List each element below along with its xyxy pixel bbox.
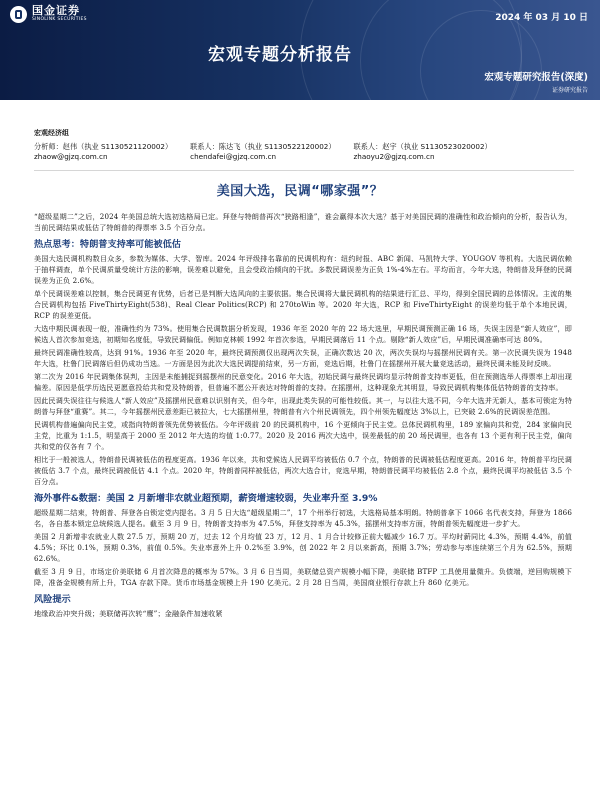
section-heading-risk: 风险提示 — [34, 594, 71, 605]
logo-name-cn: 国金证券 — [32, 4, 80, 17]
body-paragraph: 截至 3 月 9 日，市场定价美联储 6 月首次降息的概率为 57%。3 月 6 日当周，美联储总资产规模小幅下降，美联储 BTFP 工具使用量微升。负债端，逆回购规模下降，准备金规模有所上升，TGA 存款下降。货币市场基金规模上升 190 亿美元。2 月 28 日当周，美国商业银行存款上升 860 亿美元。 — [34, 567, 572, 587]
analyst-email[interactable]: zhaoyu2@gjzq.com.cn — [353, 152, 435, 161]
section-heading-hot-topic: 热点思考：特朗普支持率可能被低估 — [34, 239, 181, 250]
divider — [34, 170, 574, 171]
header-banner — [0, 0, 600, 100]
company-logo — [10, 5, 87, 23]
lead-paragraph: “超级星期二”之后，2024 年美国总统大选初选格局已定。拜登与特朗普再次“狭路相逢”，谁会赢得本次大选？基于对美国民调的准确性和政治倾向的分析，报告认为，当前民调结果或低估了特朗普的得票率 3.5 个百分点。 — [34, 212, 572, 232]
report-date: 2024 年 03 月 10 日 — [495, 13, 588, 23]
analyst-block — [34, 128, 574, 162]
article-headline: 美国大选，民调“哪家强”？ — [216, 184, 384, 199]
body-paragraph: 美国大选民调机构数目众多，参数为媒体、大学、智库。2024 年评级排名靠前的民调机构有：纽约时报、ABC 新闻、马凯特大学、YOUGOV 等机构。大选民调依赖于抽样调查，单个民调质量受统计方法的影响，误差难以避免，且会受政治倾向的干扰。多数民调误差为正负 1%-4%左右。平均而言，今年大选，特朗普及拜登的民调误差为正负 2.6%。 — [34, 254, 572, 285]
analyst-entry — [354, 141, 492, 162]
body-paragraph: 美国 2 月新增非农就业人数 27.5 万，预期 20 万，过去 12 个月均值 23 万，12 月、1 月合计较修正前大幅减少 16.7 万。平均时薪同比 4.3%，预期 4.4%，前值 4.5%；环比 0.1%，预期 0.3%，前值 0.5%。失业率意外上升 0.2%至 3.9%，创 2022 年 2 月以来新高，预期 3.7%；劳动参与率连续第三个月为 62.5%，预期 62.6%。 — [34, 532, 572, 563]
report-type: 宏观专题研究报告(深度) — [484, 72, 588, 83]
analyst-entry — [34, 141, 172, 162]
analyst-email[interactable]: chendafei@gjzq.com.cn — [190, 152, 277, 161]
analyst-email[interactable]: zhaow@gjzq.com.cn — [34, 152, 108, 161]
risk-paragraph: 地缘政治冲突升级；美联储再次转“鹰”；金融条件加速收紧 — [34, 609, 223, 618]
report-body — [34, 211, 572, 621]
report-title: 宏观专题分析报告 — [208, 45, 352, 65]
analyst-name: 分析师：赵伟（执业 S1130521120002） — [34, 142, 173, 151]
logo-name-en: SINOLINK SECURITIES — [32, 17, 87, 22]
body-paragraph: 最终民调准确性较高，达到 91%。1936 年至 2020 年，最终民调预测仅出现两次失误，正确次数达 20 次，两次失误均与摇摆州民调有关。第一次民调失误为 1948 年大选，杜鲁门民调落后但仍成功当选。一方面是因为此次大选民调提前结束，另一方面，竞选后期，杜鲁门在摇摆州开展大量竞选活动，最终民调未能及时反映。 — [34, 348, 572, 368]
analyst-name: 联系人：赵宇（执业 S1130523020002） — [353, 142, 492, 151]
logo-icon — [10, 6, 27, 23]
analyst-group-label: 宏观经济组 — [34, 129, 69, 137]
analyst-name: 联系人：陈达飞（执业 S1130522120002） — [190, 142, 336, 151]
body-paragraph: 大选中期民调表现一般，准确性约为 73%。使用集合民调数据分析发现，1936 年至 2020 年的 22 场大选里，早期民调预测正确 16 场，失误主因是“新人效应”，即候选人首次参加竞选，初期知名度低，导致民调偏低。例如克林顿 1992 年首次参选，早期民调落后 11 个点。剔除“新人效应”后，早期民调准确率可达 80%。 — [34, 324, 572, 344]
body-paragraph: 第二次为 2016 年民调集体误判，主因是未能捕捉到摇摆州的民意变化。2016 年大选，初始民调与最终民调均显示特朗普支持率更低，但在预测选举人得票率上却出现偏差。原因是低学历选民更愿意投给共和党及特朗普，但普遍不愿公开表达对特朗普的支持。在摇摆州，这种现象尤其明显，导致民调机构集体低估特朗普的支持率。 — [34, 372, 572, 392]
section-heading-overseas-data: 海外事件&数据：美国 2 月新增非农就业超预期，薪资增速较弱，失业率升至 3.9% — [34, 493, 378, 504]
analyst-entry — [190, 141, 335, 162]
body-paragraph: 因此民调失误往往与候选人“新人效应”及摇摆州民意难以识别有关，但今年，出现此类失误的可能性较低。其一，与以往大选不同，今年大选并无新人，基本可锁定为特朗普与拜登“重赛”。其二，今年摇摆州民意差距已被拉大，七大摇摆州里，特朗普有六个州民调领先，四个州领先幅度达 3%以上，已突破 2.6%的民调误差范围。 — [34, 396, 572, 416]
body-paragraph: 单个民调误差难以控制，集合民调更有优势，后者已是判断大选风向的主要依据。集合民调将大量民调机构的结果进行汇总、平均，得到全国民调的总体情况。主流的集合民调机构包括 FiveThirtyEight(538)、Real Clear Politics(RCP) 和 270toWin 等。2020 年大选，RCP 和 FiveThirtyEight 的误差均低于单个本地民调，RCP 的误差更低。 — [34, 289, 572, 320]
department-label: 证券研究报告 — [551, 87, 588, 94]
body-paragraph: 相比于一般被选人，特朗普民调被低估的程度更高。1936 年以来，共和党候选人民调平均被低估 0.7 个点，特朗普的民调被低估程度更高。2016 年，特朗普平均民调被低估 3.7 个点，最终民调被低估 4.1 个点。2020 年，特朗普同样被低估，两次大选合计，竞选早期，特朗普民调平均被低估 2.8 个点，最终民调平均被低估 3.5 个百分点。 — [34, 455, 572, 486]
body-paragraph: 超级星期二结束，特朗普、拜登各自锁定党内提名。3 月 5 日大选“超级星期二”，17 个州举行初选，大选格局基本明朗。特朗普拿下 1066 名代表支持，拜登为 1866 名，各自基本锁定总统候选人提名。截至 3 月 9 日，特朗普支持率为 47.5%，拜登支持率为 45.3%，摇摆州支持率方面，特朗普领先幅度进一步扩大。 — [34, 508, 572, 528]
body-paragraph: 民调机构普遍偏向民主党，或指向特朗普领先优势被低估。今年评级前 20 的民调机构中，16 个更倾向于民主党。总体民调机构里，189 家偏向共和党，284 家偏向民主党，比重为 1:1.5，明显高于 2000 至 2012 年大选的均值 1:0.77。2020 及 2016 两次大选中，误差最低的前 20 场民调里，也各有 13 个更有利于民主党，偏向共和党的仅各有 7 个。 — [34, 420, 572, 451]
